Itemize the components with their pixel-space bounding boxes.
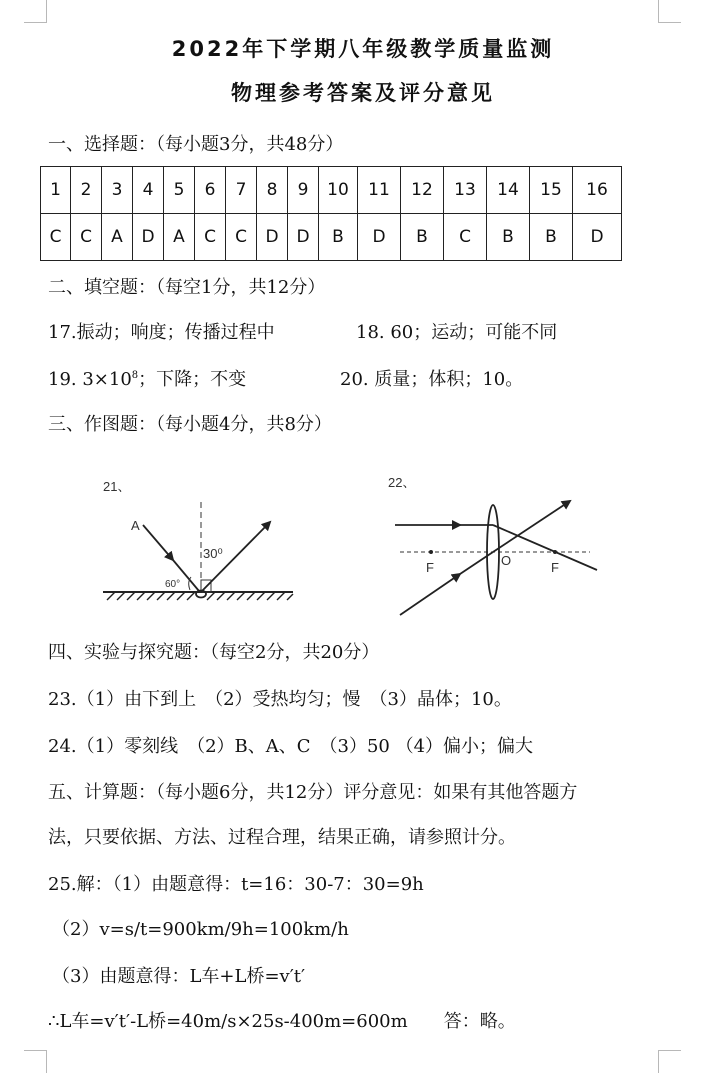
answer-q19-suffix: ；下降；不变 — [138, 369, 247, 390]
answer-cell: C — [195, 214, 226, 261]
corner-mark-top-right — [658, 0, 681, 23]
question-number-cell: 2 — [71, 167, 102, 214]
section5-heading: 五、计算题：（每小题6分，共12分）评分意见：如果有其他答题方 — [48, 782, 578, 803]
section1-heading: 一、选择题：（每小题3分，共48分） — [48, 134, 344, 155]
question-number-cell: 13 — [444, 167, 487, 214]
focal-ray-arrow — [400, 574, 460, 615]
answer-cell: B — [319, 214, 358, 261]
answer-cell: C — [41, 214, 71, 261]
mirror-hatching — [107, 592, 293, 600]
answer-cell: D — [573, 214, 622, 261]
answer-cell: C — [444, 214, 487, 261]
right-focus-label: F — [551, 560, 559, 575]
answer-q25-part1: 25.解：（1）由题意得：t=16：30-7：30=9h — [48, 874, 424, 895]
question-number-cell: 12 — [401, 167, 444, 214]
answer-q17: 17.振动；响度；传播过程中 — [48, 322, 275, 343]
answer-q25-part2: （2）v=s/t=900km/9h=100km/h — [52, 919, 349, 940]
section4-heading: 四、实验与探究题：（每空2分，共20分） — [48, 642, 380, 663]
answer-q23: 23.（1）由下到上 （2）受热均匀；慢 （3）晶体；10。 — [48, 689, 512, 710]
answer-q20: 20. 质量；体积；10。 — [340, 369, 524, 390]
question-number-cell: 4 — [133, 167, 164, 214]
answer-cell: D — [358, 214, 401, 261]
question-number-cell: 3 — [102, 167, 133, 214]
section2-heading: 二、填空题：（每空1分，共12分） — [48, 277, 326, 298]
angle-30-label: 30⁰ — [203, 546, 223, 561]
answer-q25-part4: ∴L车=v′t′-L桥=40m/s×25s-400m=600m 答：略。 — [48, 1011, 516, 1032]
answer-q18: 18. 60；运动；可能不同 — [356, 322, 558, 343]
lens-center-label: O — [501, 553, 512, 568]
answer-cell: D — [257, 214, 288, 261]
answer-q25-part3: （3）由题意得：L车+L桥=v′t′ — [52, 966, 306, 987]
section5-heading-continued: 法，只要依据、方法、过程合理，结果正确，请参照计分。 — [48, 827, 516, 848]
left-focus-label: F — [426, 560, 434, 575]
section3-heading: 三、作图题：（每小题4分，共8分） — [48, 414, 332, 435]
left-focus-point — [429, 550, 433, 554]
answer-cell: B — [530, 214, 573, 261]
answer-table-answer-row — [41, 214, 622, 261]
figure-21-reflection — [95, 470, 305, 625]
answer-table-number-row — [41, 167, 622, 214]
question-number-cell: 9 — [288, 167, 319, 214]
corner-mark-bottom-left — [24, 1050, 47, 1073]
question-number-cell: 15 — [530, 167, 573, 214]
answer-cell: B — [401, 214, 444, 261]
question-number-cell: 14 — [487, 167, 530, 214]
document-title: 2022年下学期八年级教学质量监测 — [171, 37, 555, 61]
question-number-cell: 16 — [573, 167, 622, 214]
question-number-cell: 6 — [195, 167, 226, 214]
answer-q24: 24.（1）零刻线 （2）B、A、C （3）50 （4）偏小；偏大 — [48, 736, 534, 757]
answer-cell: A — [102, 214, 133, 261]
corner-mark-top-left — [24, 0, 47, 23]
question-number-cell: 7 — [226, 167, 257, 214]
question-number-cell: 11 — [358, 167, 401, 214]
answer-cell: C — [226, 214, 257, 261]
point-a-label: A — [131, 518, 140, 533]
figure-22-lens — [385, 470, 605, 625]
answer-q19-exponent: 8 — [131, 370, 139, 381]
answer-cell: C — [71, 214, 102, 261]
answer-q19-prefix: 19. 3×10 — [48, 369, 132, 390]
corner-mark-bottom-right — [658, 1050, 681, 1073]
answer-q19 — [48, 365, 246, 391]
figure-22-label: 22、 — [388, 475, 416, 490]
incident-ray-arrow — [143, 525, 173, 560]
angle-60-label: 60° — [165, 579, 181, 590]
answer-cell: A — [164, 214, 195, 261]
question-number-cell: 5 — [164, 167, 195, 214]
answer-cell: B — [487, 214, 530, 261]
answer-cell: D — [288, 214, 319, 261]
question-number-cell: 1 — [41, 167, 71, 214]
question-number-cell: 8 — [257, 167, 288, 214]
question-number-cell: 10 — [319, 167, 358, 214]
diverted-ray — [493, 501, 570, 552]
document-subtitle: 物理参考答案及评分意见 — [231, 81, 495, 105]
figure-21-label: 21、 — [103, 479, 131, 494]
answer-table — [40, 166, 622, 261]
answer-cell: D — [133, 214, 164, 261]
